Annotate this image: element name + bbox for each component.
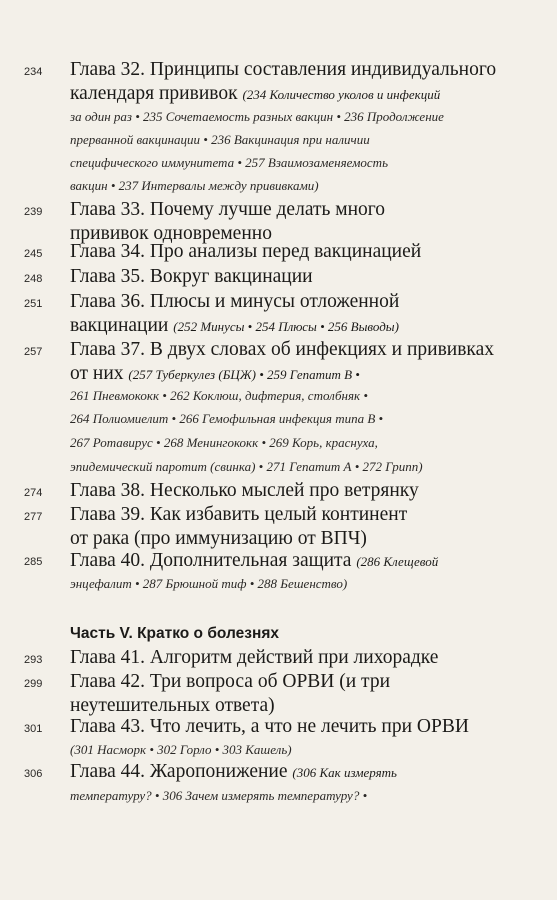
chapter-subtopics: 264 Полиомиелит • 266 Гемофильная инфекция типа В • (70, 411, 384, 426)
chapter-subtopics: (257 Туберкулез (БЦЖ) • 259 Гепатит В • (128, 367, 360, 382)
chapter-title: Глава 37. В двух словах об инфекциях и прививках (70, 339, 495, 360)
page-number: 301 (24, 723, 43, 735)
chapter-title: Глава 39. Как избавить целый континент (70, 504, 408, 525)
chapter-title: Глава 33. Почему лучше делать много (70, 199, 386, 220)
page-number: 248 (24, 273, 43, 285)
page-number: 293 (24, 654, 43, 666)
chapter-subtopics: (286 Клещевой (356, 554, 439, 569)
page-number: 245 (24, 248, 43, 260)
page-number: 234 (24, 66, 43, 78)
chapter-title-cont: вакцинации (252 Минусы • 254 Плюсы • 256 Выводы) (70, 315, 399, 336)
chapter-title: Глава 38. Несколько мыслей про ветрянку (70, 480, 419, 501)
chapter-subtopics: 267 Ротавирус • 268 Менингококк • 269 Корь, краснуха, (70, 435, 378, 450)
chapter-subtopics: энцефалит • 287 Брюшной тиф • 288 Бешенство) (70, 576, 348, 591)
chapter-title: Глава 44. Жаропонижение (306 Как измерять (70, 761, 397, 782)
page-number: 239 (24, 206, 43, 218)
chapter-title: Глава 32. Принципы составления индивидуального (70, 59, 497, 80)
chapter-subtopics: (252 Минусы • 254 Плюсы • 256 Выводы) (173, 319, 399, 334)
page-number: 285 (24, 556, 43, 568)
part-heading: Часть V. Кратко о болезнях (70, 625, 279, 642)
chapter-subtopics: специфического иммунитета • 257 Взаимозаменяемость (70, 155, 388, 170)
chapter-title-cont: прививок одновременно (70, 223, 272, 244)
chapter-subtopics: прерванной вакцинации • 236 Вакцинация при наличии (70, 132, 370, 147)
chapter-subtopics: температуру? • 306 Зачем измерять температуру? • (70, 788, 368, 803)
chapter-title: Глава 43. Что лечить, а что не лечить при ОРВИ (70, 716, 469, 737)
page-number: 251 (24, 298, 43, 310)
chapter-title: Глава 35. Вокруг вакцинации (70, 266, 313, 287)
chapter-subtopics: 261 Пневмококк • 262 Коклюш, дифтерия, столбняк • (70, 388, 368, 403)
chapter-title-cont: от них (257 Туберкулез (БЦЖ) • 259 Гепатит В • (70, 363, 360, 384)
page-number: 277 (24, 511, 43, 523)
page-number: 257 (24, 346, 43, 358)
chapter-subtopics: вакцин • 237 Интервалы между прививками) (70, 178, 319, 193)
chapter-subtopics: эпидемический паротит (свинка) • 271 Гепатит А • 272 Грипп) (70, 459, 423, 474)
chapter-subtopics: за один раз • 235 Сочетаемость разных вакцин • 236 Продолжение (70, 109, 444, 124)
chapter-title-cont: календаря прививок (234 Количество уколов и инфекций (70, 83, 441, 104)
chapter-title: Глава 34. Про анализы перед вакцинацией (70, 241, 422, 262)
chapter-title-cont: от рака (про иммунизацию от ВПЧ) (70, 528, 367, 549)
chapter-subtopics: (306 Как измерять (292, 765, 397, 780)
chapter-title: Глава 41. Алгоритм действий при лихорадке (70, 647, 439, 668)
chapter-title: Глава 36. Плюсы и минусы отложенной (70, 291, 400, 312)
page-number: 299 (24, 678, 43, 690)
chapter-title-cont: неутешительных ответа) (70, 695, 275, 716)
chapter-title: Глава 40. Дополнительная защита (286 Клещевой (70, 550, 439, 571)
chapter-subtopics: (301 Насморк • 302 Горло • 303 Кашель) (70, 742, 292, 757)
chapter-title: Глава 42. Три вопроса об ОРВИ (и три (70, 671, 391, 692)
page-number: 306 (24, 768, 43, 780)
page-number: 274 (24, 487, 43, 499)
chapter-subtopics: (234 Количество уколов и инфекций (242, 87, 441, 102)
